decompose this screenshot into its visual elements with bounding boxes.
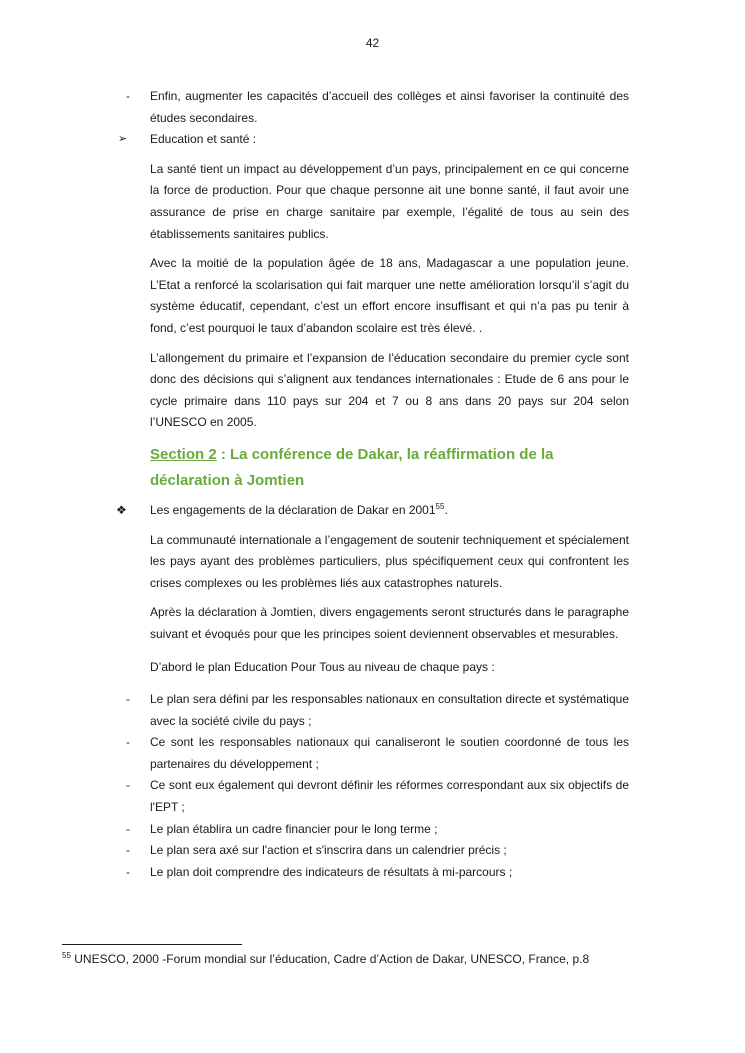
plan-item-text: Le plan sera axé sur l'action et s'inscrira dans un calendrier précis ;: [150, 843, 507, 858]
footnote-divider: [62, 944, 242, 945]
plan-item-text: Le plan établira un cadre financier pour le long terme ;: [150, 821, 438, 836]
intro-bullet-text: Enfin, augmenter les capacités d’accueil des collèges et ainsi favoriser la continuité des études secondaires.: [150, 89, 629, 125]
paragraph: La communauté internationale a l’engagement de soutenir techniquement et spécialement les pays ayant des problèmes particuliers, plus spécifiquement ceux qui confrontent les crises complexes ou les problèmes liés aux catastrophes naturels.: [150, 532, 629, 590]
paragraph: Avec la moitié de la population âgée de 18 ans, Madagascar a une population jeune. L’Etat a renforcé la scolarisation qui fait marquer une nette amélioration lorsqu’il s’agit du système éducatif, cependant, c’est un effort encore insuffisant et qui n’a pas pu tenir à fond, c’est pourquoi le taux d’abandon scolaire est très élevé. .: [150, 256, 629, 335]
plan-item-text: Le plan doit comprendre des indicateurs de résultats à mi-parcours ;: [150, 864, 513, 879]
education-heading-item: [118, 129, 629, 151]
footnote-text: UNESCO, 2000 -Forum mondial sur l’éducation, Cadre d’Action de Dakar, UNESCO, France, p.8: [70, 952, 590, 966]
plan-item-text: Le plan sera défini par les responsables nationaux en consultation directe et systématique avec la société civile du pays ;: [150, 692, 629, 728]
dash-bullet: -: [126, 778, 130, 793]
engagements-heading-text: Les engagements de la déclaration de Dakar en 2001: [150, 502, 436, 517]
plan-item-text: Ce sont les responsables nationaux qui canaliseront le soutien coordonné de tous les partenaires du développement ;: [150, 735, 629, 771]
section-label: Section 2: [150, 445, 217, 463]
list-item: [126, 862, 629, 884]
diamond-bullet-icon: ❖: [116, 502, 127, 517]
footnote: [62, 951, 589, 967]
list-item: [126, 819, 629, 841]
plan-list: [126, 689, 629, 883]
footnote-number: 55: [62, 951, 71, 960]
section-title-text: : La conférence de Dakar, la réaffirmation de la déclaration à Jomtien: [150, 445, 554, 489]
arrow-bullet-icon: ➢: [118, 133, 128, 146]
dash-bullet: -: [126, 864, 130, 879]
dash-bullet: -: [126, 843, 130, 858]
education-heading: Education et santé :: [150, 132, 257, 147]
paragraph: Après la déclaration à Jomtien, divers engagements seront structurés dans le paragraphe suivant et évoqués pour que les principes soient deviennent observables et mesurables.: [150, 605, 629, 641]
engagements-heading: Les engagements de la déclaration de Dakar en 2001$^{55}$.: [150, 501, 448, 517]
plan-item-text: Ce sont eux également qui devront définir les réformes correspondant aux six objectifs de l'EPT ;: [150, 778, 629, 815]
list-item: [126, 840, 629, 862]
dash-bullet: -: [126, 89, 130, 103]
dash-bullet: -: [126, 692, 130, 707]
dash-bullet: -: [126, 821, 130, 836]
page-number: 42: [365, 36, 380, 50]
dash-bullet: -: [126, 735, 130, 750]
section-heading: [150, 442, 629, 494]
footnote-reference: 55: [435, 501, 445, 511]
list-item: [126, 86, 629, 129]
engagements-heading-item: [116, 500, 629, 522]
list-item: [126, 775, 629, 818]
paragraph: L’allongement du primaire et l’expansion de l’éducation secondaire du premier cycle sont donc des décisions qui s’alignent aux tendances internationales : Etude de 6 ans pour le cycle primaire dans 110 pays sur 204 et 7 ou 8 ans dans 20 pays sur 204 selon l’UNESCO en 2005.: [150, 350, 629, 430]
list-item: [126, 732, 629, 775]
page-body: [116, 86, 629, 883]
paragraph: La santé tient un impact au développement d’un pays, principalement en ce qui concerne la force de production. Pour que chaque personne ait une bonne santé, il faut avoir une assurance de prise en charge sanitaire par exemple, l’égalité de tous au sein des établissements sanitaires publics.: [150, 161, 629, 241]
list-item: [126, 689, 629, 732]
paragraph: D’abord le plan Education Pour Tous au niveau de chaque pays :: [150, 660, 495, 675]
